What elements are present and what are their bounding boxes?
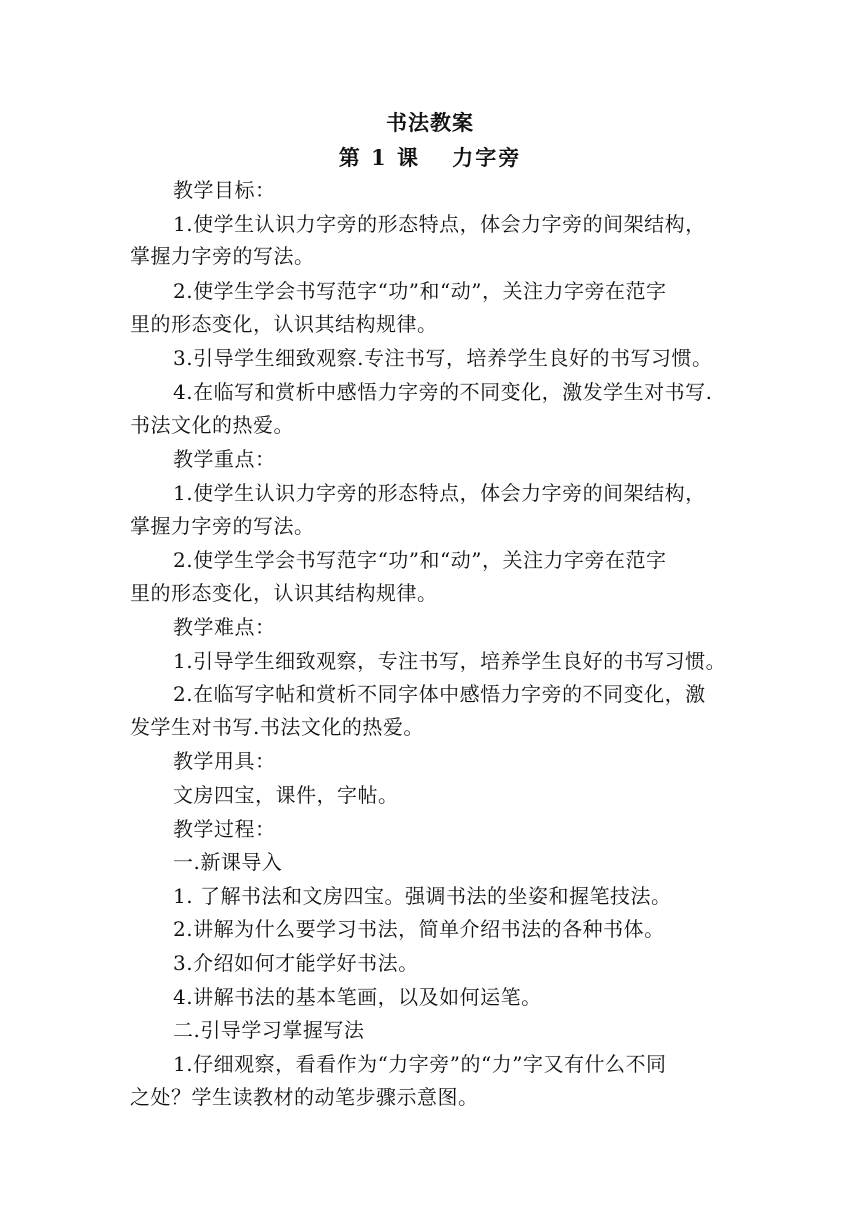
paragraph-line: 1.仔细观察，看看作为“力字旁”的“力”字又有什么不同 xyxy=(173,1052,667,1076)
paragraph-line: 里的形态变化，认识其结构规律。 xyxy=(130,581,438,605)
section-heading-key-points: 教学重点： xyxy=(173,447,276,471)
section-heading-tools: 教学用具： xyxy=(173,749,276,773)
paragraph-line: 2.讲解为什么要学习书法，简单介绍书法的各种书体。 xyxy=(173,917,665,941)
paragraph-line: 2.使学生学会书写范字“功”和“动”，关注力字旁在范字 xyxy=(173,548,667,572)
section-heading-objectives: 教学目标： xyxy=(173,178,276,202)
paragraph-line: 4.讲解书法的基本笔画，以及如何运笔。 xyxy=(173,985,542,1009)
paragraph-line: 3.介绍如何才能学好书法。 xyxy=(173,951,419,975)
paragraph-line: 发学生对书写.书法文化的热爱。 xyxy=(130,715,424,739)
paragraph-line: 2.使学生学会书写范字“功”和“动”，关注力字旁在范字 xyxy=(173,279,667,303)
paragraph-line: 书法文化的热爱。 xyxy=(130,413,294,437)
paragraph-line: 里的形态变化，认识其结构规律。 xyxy=(130,312,438,336)
paragraph-line: 4.在临写和赏析中感悟力字旁的不同变化，激发学生对书写. xyxy=(173,380,713,404)
paragraph-line: 1.引导学生细致观察，专注书写，培养学生良好的书写习惯。 xyxy=(173,649,727,673)
subsection-heading: 一.新课导入 xyxy=(173,850,283,874)
paragraph-line: 2.在临写字帖和赏析不同字体中感悟力字旁的不同变化，激 xyxy=(173,682,706,706)
paragraph-line: 1. 了解书法和文房四宝。强调书法的坐姿和握笔技法。 xyxy=(173,884,672,908)
paragraph-line: 3.引导学生细致观察.专注书写，培养学生良好的书写习惯。 xyxy=(173,346,713,370)
document-title: 书法教案 xyxy=(386,110,474,135)
paragraph-line: 掌握力字旁的写法。 xyxy=(130,244,315,268)
lesson-title: 第 1 课 力字旁 xyxy=(338,145,522,170)
paragraph-line: 1.使学生认识力字旁的形态特点，体会力字旁的间架结构， xyxy=(173,481,706,505)
paragraph-line: 1.使学生认识力字旁的形态特点，体会力字旁的间架结构， xyxy=(173,212,706,236)
paragraph-line: 文房四宝，课件，字帖。 xyxy=(173,783,399,807)
paragraph-line: 之处？学生读教材的动笔步骤示意图。 xyxy=(130,1085,479,1109)
subsection-heading: 二.引导学习掌握写法 xyxy=(173,1018,365,1042)
section-heading-difficulties: 教学难点： xyxy=(173,615,276,639)
section-heading-process: 教学过程： xyxy=(173,817,276,841)
paragraph-line: 掌握力字旁的写法。 xyxy=(130,514,315,538)
